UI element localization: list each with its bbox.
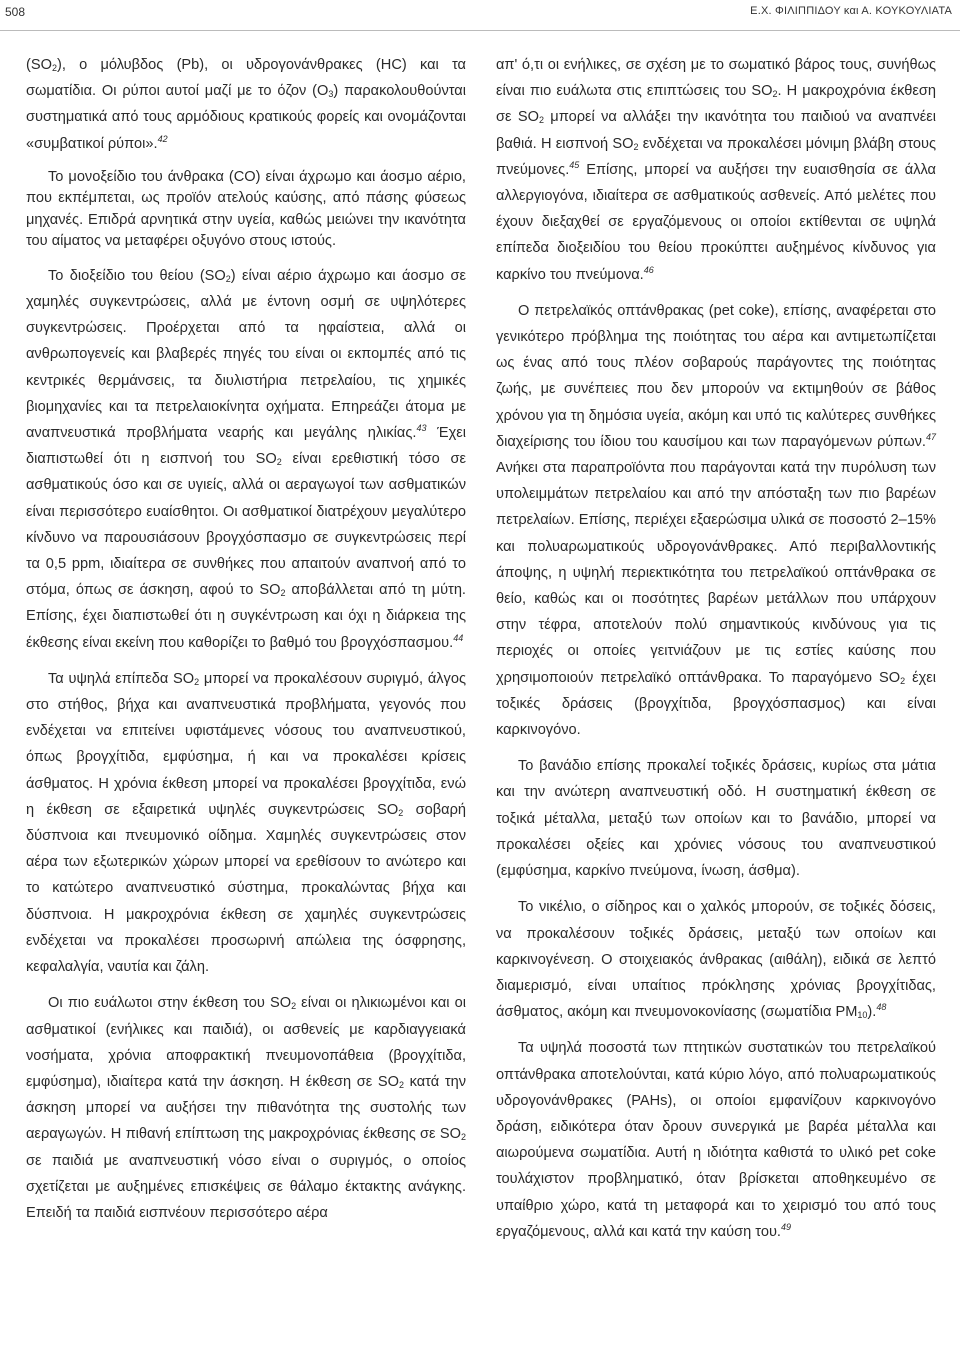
paragraph: απ' ό,τι οι ενήλικες, σε σχέση με το σωματικό βάρος τους, συνήθως είναι πιο ευάλωτα στις επιπτώσεις του $SO_2$. Η μακροχρόνια έκθεση σε $SO_2$ μπορεί να αλλάξει την ικανότητα του παιδιού να αναπνέει βαθιά. Η εισπνοή $SO_2$ ενδέχεται να προκαλέσει μόνιμη βλάβη στους πνεύμονες.$^{45}$ Επίσης, μπορεί να αυξήσει την ευαισθησία σε άλλα αλλεργιογόνα, ιδιαίτερα σε ασθματικούς ασθενείς. Από μελέτες που έχουν διεξαχθεί σε εργαζόμενους οι οποίοι εκτίθενται σε υψηλά επίπεδα διοξειδίου του θείου προκύπτει αυξημένος κίνδυνος για καρκίνο του πνεύμονα.$^{46}$ <box>496 57 937 283</box>
right-column <box>496 52 936 1255</box>
paragraph: Το βανάδιο επίσης προκαλεί τοξικές δράσεις, κυρίως στα μάτια και την ανώτερη αναπνευστική οδό. Η συστηματική έκθεση σε τοξικά μέταλλα, μεταξύ των οποίων και το βανάδιο, μπορεί να προκαλέσει οξείες και χρόνιες νόσους του αναπνευστικού (εμφύσημα, καρκίνο πνεύμονα, ίνωση, άσθμα). <box>496 758 936 880</box>
paragraph: Το διοξείδιο του θείου $(SO_2)$ είναι αέριο άχρωμο και άοσμο σε χαμηλές συγκεντρώσεις, αλλά με έντονη οσμή σε υψηλότερες συγκεντρώσεις. Προέρχεται από τα ηφαίστεια, αλλά οι ανθρωπογενείς και βλαβερές πηγές του είναι οι εκπομπές από τις κεντρικές θερμάνσεις, τα διυλιστήρια πετρελαίου, τις χημικές βιομηχανίες και τα πετρελαιοκίνητα οχήματα. Επηρεάζει άτομα με αναπνευστικά προβλήματα νεαρής και μεγάλης ηλικίας.$^{43}$ Έχει διαπιστωθεί ότι η εισπνοή του $SO_2$ είναι ερεθιστική τόσο σε ασθματικούς όσο και σε υγιείς, αλλά οι αεραγωγοί των ασθματικών είναι περισσότερο ευαίσθητοι. Οι ασθματικοί διατρέχουν μεγαλύτερο κίνδυνο να παρουσιάσουν βρογχόσπασμο σε συγκεντρώσεις περί τα 0,5 ppm, ιδιαίτερα σε συνθήκες που απαιτούν αναπνοή από το στόμα, όπως σε άσκηση, αφού το $SO_2$ αποβάλλεται από τη μύτη. Επίσης, έχει διαπιστωθεί ότι η συγκέντρωση και όχι η διάρκεια της έκθεσης είναι εκείνη που καθορίζει το βαθμό του βρογχόσπασμου.$^{44}$ <box>26 267 466 651</box>
footnote-ref: 49 <box>780 1221 791 1232</box>
running-head: Ε.Χ. ΦΙΛΙΠΠΙΔΟΥ και Α. ΚΟΥΚΟΥΛΙΑΤΑ <box>750 5 952 17</box>
page-header <box>0 0 960 31</box>
paragraph: Τα υψηλά επίπεδα $SO_2$ μπορεί να προκαλέσουν συριγμό, άλγος στο στήθος, βήχα και αναπνευστικά προβλήματα, γεγονός που ενδέχεται να επιτείνει υφιστάμενες νόσους του αναπνευστικού, όπως βρογχίτιδα, εμφύσημα, ή και να προκαλέσει κρίσεις άσθματος. Η χρόνια έκθεση μπορεί να προκαλέσει βρογχίτιδα, ενώ η έκθεση σε εξαιρετικά υψηλές συγκεντρώσεις $SO_2$ σοβαρή δύσπνοια και πνευμονικό οίδημα. Χαμηλές συγκεντρώσεις στον αέρα των εξωτερικών χώρων μπορεί να ερεθίσουν το ανώτερο και το κατώτερο αναπνευστικό σύστημα, προκαλώντας βήχα και δύσπνοια. Η μακροχρόνια έκθεση σε χαμηλές συγκεντρώσεις ενδέχεται να προκαλέσει προσωρινή απώλεια της όσφρησης, κεφαλαλγία, ναυτία και ζάλη. <box>26 670 467 976</box>
footnote-ref: 46 <box>643 264 654 275</box>
paragraph: Τα υψηλά ποσοστά των πτητικών συστατικών του πετρελαϊκού οπτάνθρακα αποτελούνται, κατά κύριο λόγο, από πολυαρωματικούς υδρογονάνθρακες (PAHs), οι οποίοι εμφανίζουν καρκινογόνο δράση, ειδικότερα όταν δρουν συνεργικά με βαρέα μέταλλα και αιωρούμενα σωματίδια. Αυτή η ιδιότητα καθιστά το υλικό pet coke τουλάχιστον προβληματικό, όταν βρίσκεται αποθηκευμένο σε υπαίθριο χώρο, κατά τη μεταφορά και το χειρισμό του από τους εργαζόμενους, αλλά και κατά την καύση του.$^{49}$ <box>496 1040 936 1240</box>
footnote-ref: 42 <box>157 133 168 144</box>
paragraph: $(SO_2)$, ο μόλυβδος (Pb), οι υδρογονάνθρακες (HC) και τα σωματίδια. Οι ρύποι αυτοί μαζί με το όζον $(O_3)$ παρακολουθούνται συστηματικά από τους αρμόδιους κρατικούς φορείς και ονομάζονται «συμβατικοί ρύποι».$^{42}$ <box>26 57 466 152</box>
left-column <box>26 52 466 1236</box>
footnote-ref: 43 <box>416 423 427 434</box>
footnote-ref: 44 <box>453 632 464 643</box>
footnote-ref: 45 <box>569 159 580 170</box>
footnote-ref: 47 <box>925 431 936 442</box>
paragraph: Ο πετρελαϊκός οπτάνθρακας (pet coke), επίσης, αναφέρεται στο γενικότερο πρόβλημα της ποιότητας του αέρα και αντιμετωπίζεται ως ένας από τους πλέον σοβαρούς παράγοντες της ποιότητας ζωής, με συνέπειες που δεν μπορούν να εκτιμηθούν σε βάθος χρόνου για τη δημόσια υγεία, ακόμη και υπό τις καλύτερες συνθήκες διαχείρισης του ίδιου του καυσίμου και των παραγόμενων ρύπων.$^{47}$ Ανήκει στα παραπροϊόντα που παράγονται κατά την πυρόλυση των υπολειμμάτων πετρελαίου και από την απόσταξη των πιο βαρέων πετρελαίων. Επίσης, περιέχει εξαερώσιμα υλικά σε ποσοστό 2–15% και πολυαρωματικούς υδρογονάνθρακες. Από περιβαλλοντικής άποψης, η υψηλή περιεκτικότητα του πετρελαϊκού οπτάνθρακα σε θείο, καθώς και οι ποσότητες βαρέων μετάλλων που υπάρχουν στην τέφρα, αποτελούν πολύ σημαντικούς κινδύνους για τις περιοχές οι οποίες γειτνιάζουν με τις εστίες καύσης που χρησιμοποιούν πετρελαϊκό οπτάνθρακα. Το παραγόμενο $SO_2$ έχει τοξικές δράσεις (βρογχίτιδα, βρογχόσπασμος) και είναι καρκινογόνο. <box>496 302 936 739</box>
paragraph: Το νικέλιο, ο σίδηρος και ο χαλκός μπορούν, σε τοξικές δόσεις, να προκαλέσουν τοξικές δράσεις, μεταξύ των οποίων και καρκινογένεση. Ο στοιχειακός άνθρακας (αιθάλη), ειδικά σε λεπτό διαμερισμό, είναι υπαίτιος πρόκλησης χρόνιας βρογχίτιδας, άσθματος, ακόμη και πνευμονοκονίασης (σωματίδια $PM_{10}).^{48}$ <box>496 899 936 1021</box>
page-number: 508 <box>5 5 26 19</box>
footnote-ref: 48 <box>876 1002 887 1013</box>
paragraph: Οι πιο ευάλωτοι στην έκθεση του $SO_2$ είναι οι ηλικιωμένοι και οι ασθματικοί (ενήλικες και παιδιά), οι ασθενείς με καρδιαγγειακά νοσήματα, χρόνια αποφρακτική πνευμονοπάθεια (βρογχίτιδα, εμφύσημα), ιδιαίτερα κατά την άσκηση. Η έκθεση σε $SO_2$ κατά την άσκηση μπορεί να αυξήσει την πιθανότητα της συστολής των αεραγωγών. Η πιθανή επίπτωση της μακροχρόνιας έκθεσης σε $SO_2$ σε παιδιά με αναπνευστική νόσο είναι ο συριγμός, ο οποίος σχετίζεται με αυξημένες επισκέψεις σε θάλαμο έκτακτης ανάγκης. Επειδή τα παιδιά εισπνέουν περισσότερο αέρα <box>26 995 467 1221</box>
paragraph: Το μονοξείδιο του άνθρακα (CO) είναι άχρωμο και άοσμο αέριο, που εκπέμπεται, ως προϊόν ατελούς καύσης, από πάσης φύσεως μηχανές. Επιδρά αρνητικά στην υγεία, καθώς μειώνει την ικανότητα του αίματος να μεταφέρει οξυγόνο στους ιστούς. <box>26 168 466 250</box>
